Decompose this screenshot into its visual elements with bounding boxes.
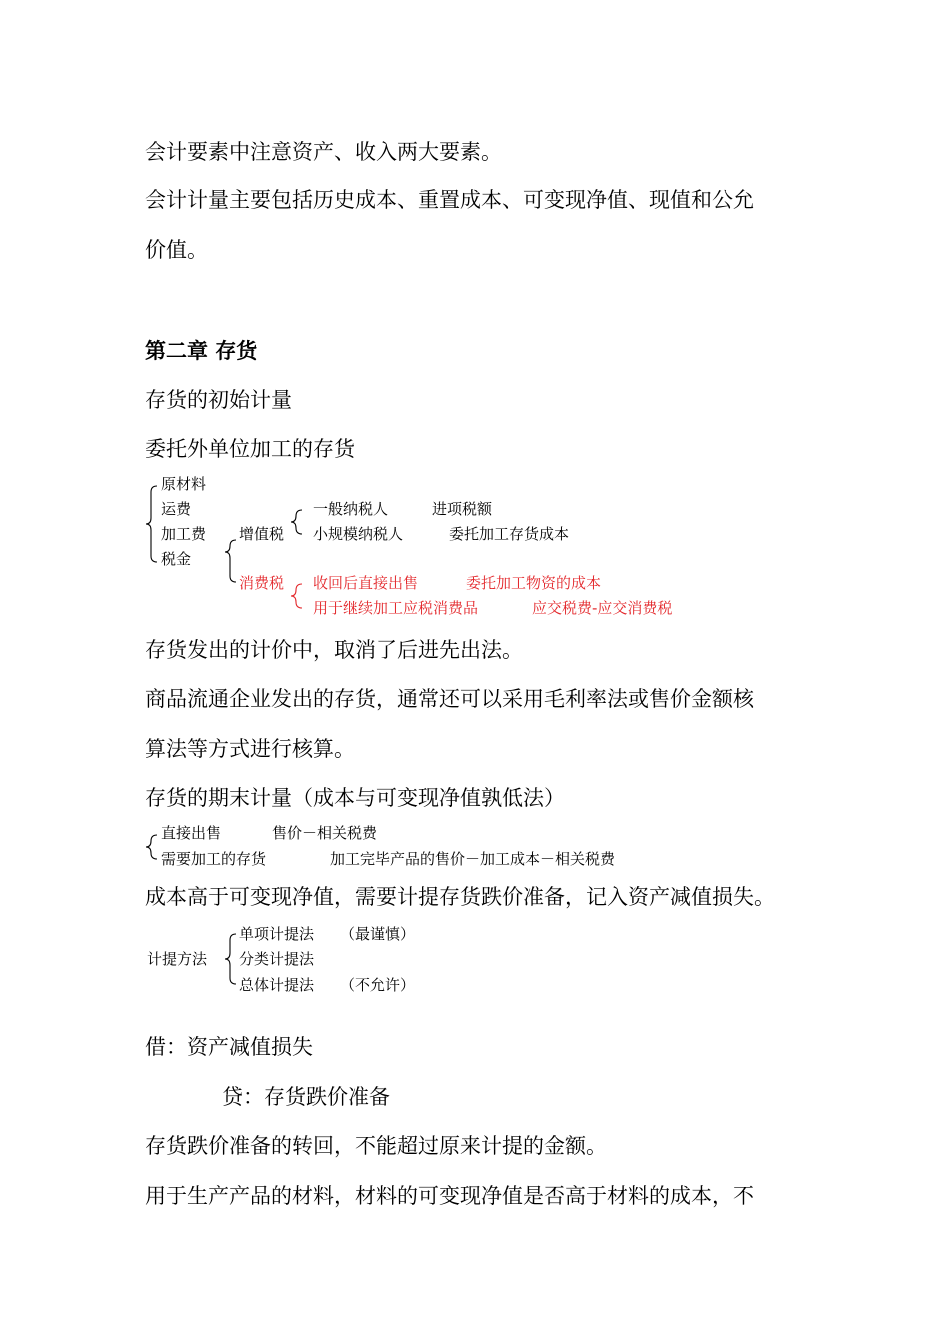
journal-credit: 贷：存货跌价准备: [222, 1085, 390, 1109]
label-not-allowed: （不允许）: [340, 976, 416, 994]
label-single-item: 单项计提法: [239, 925, 315, 943]
label-tax-payable: 应交税费-应交消费税: [532, 599, 673, 617]
label-freight: 运费: [161, 500, 192, 518]
label-most-prudent: （最谨慎）: [340, 925, 416, 943]
label-small-taxpayer-cost: 委托加工存货成本: [449, 525, 570, 543]
text-measurement-line2: 价值。: [145, 238, 208, 262]
label-continue-processing: 用于继续加工应税消费品: [313, 599, 479, 617]
journal-debit: 借：资产减值损失: [145, 1035, 313, 1059]
label-processing-formula: 加工完毕产品的售价－加工成本－相关税费: [330, 850, 616, 868]
text-materials-for-production: 用于生产产品的材料，材料的可变现净值是否高于材料的成本，不: [145, 1184, 754, 1208]
label-small-taxpayer: 小规模纳税人: [313, 525, 404, 543]
label-vat: 增值税: [239, 525, 285, 543]
label-input-tax: 进项税额: [432, 500, 493, 518]
label-needs-processing: 需要加工的存货: [161, 850, 267, 868]
label-direct-sale-formula: 售价－相关税费: [272, 824, 378, 842]
label-category: 分类计提法: [239, 950, 315, 968]
label-total: 总体计提法: [239, 976, 315, 994]
text-measurement-line1: 会计计量主要包括历史成本、重置成本、可变现净值、现值和公允: [145, 188, 754, 212]
text-accounting-elements: 会计要素中注意资产、收入两大要素。: [145, 140, 502, 164]
text-initial-measurement: 存货的初始计量: [145, 388, 292, 412]
text-issue-pricing: 存货发出的计价中，取消了后进先出法。: [145, 638, 523, 662]
text-commerce-line2: 算法等方式进行核算。: [145, 737, 355, 761]
label-general-taxpayer: 一般纳税人: [313, 500, 389, 518]
label-taxes: 税金: [161, 550, 192, 568]
text-reversal-limit: 存货跌价准备的转回，不能超过原来计提的金额。: [145, 1134, 607, 1158]
label-processed-goods-cost: 委托加工物资的成本: [466, 574, 602, 592]
text-outsourced-processing: 委托外单位加工的存货: [145, 437, 355, 461]
chapter-heading: 第二章 存货: [145, 339, 258, 363]
label-direct-sale: 直接出售: [161, 824, 222, 842]
text-impairment-provision: 成本高于可变现净值，需要计提存货跌价准备，记入资产减值损失。: [145, 885, 775, 909]
label-provision-method: 计提方法: [147, 950, 208, 968]
text-commerce-line1: 商品流通企业发出的存货，通常还可以采用毛利率法或售价金额核: [145, 687, 754, 711]
label-processing-fee: 加工费: [161, 525, 207, 543]
label-consumption-tax: 消费税: [239, 574, 285, 592]
text-period-end-measurement: 存货的期末计量（成本与可变现净值孰低法）: [145, 786, 565, 810]
label-raw-materials: 原材料: [161, 475, 207, 493]
label-sell-directly: 收回后直接出售: [313, 574, 419, 592]
